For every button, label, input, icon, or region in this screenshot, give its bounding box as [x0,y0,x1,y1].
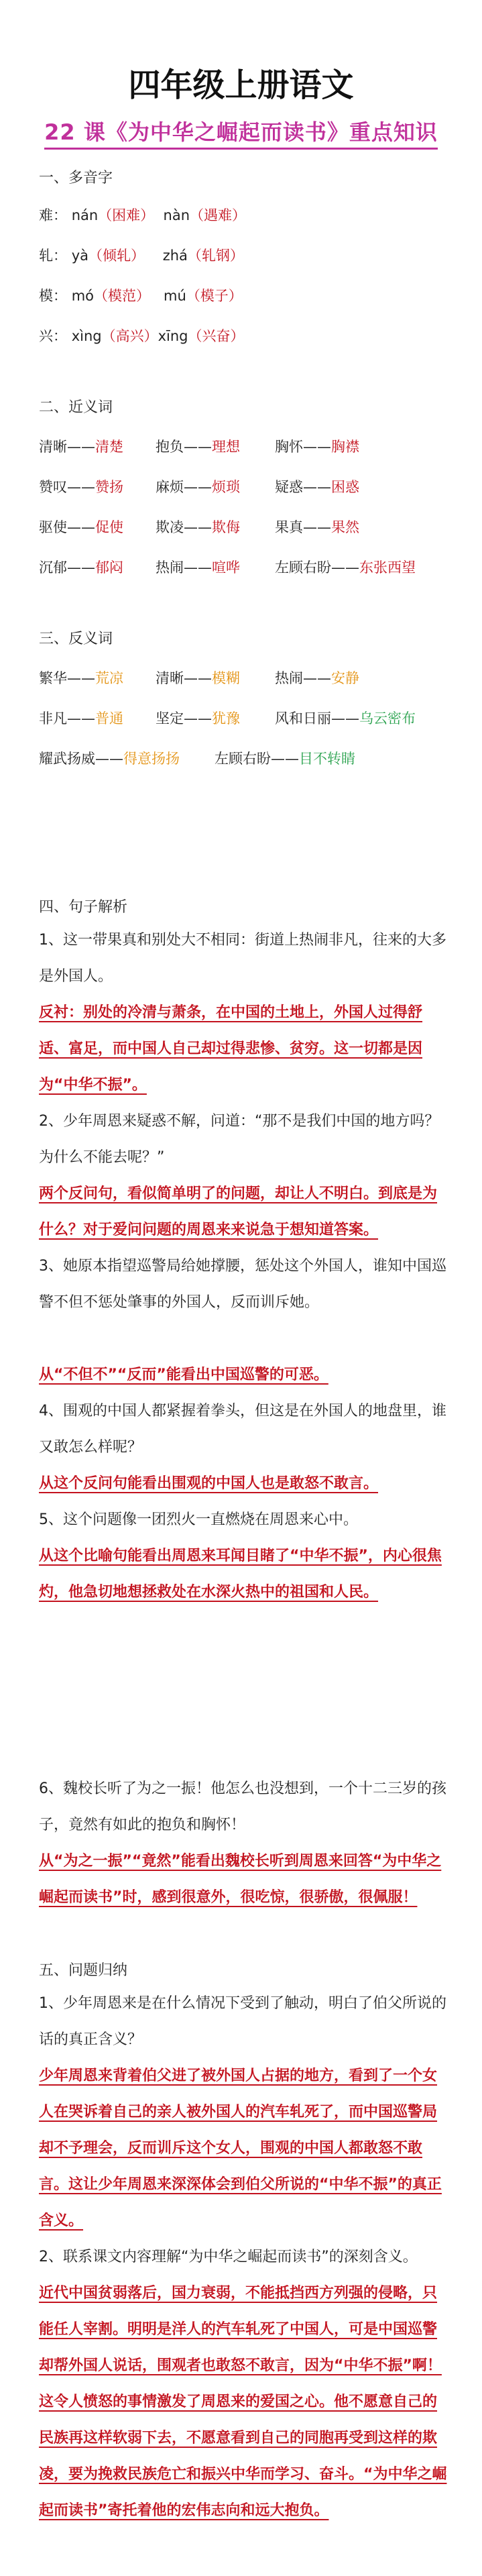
synonym-pair: 热闹——喧哗 [156,559,240,576]
summary-answer: 近代中国贫弱落后，国力衰弱，不能抵挡西方列强的侵略，只能任人宰割。明明是洋人的汽车轧死了中国人，可是中国巡警却帮外国人说话，围观者也敢怒不敢言，因为“中华不振”啊！这令人愤怒的事情激发了周恩来的爱国之心。他不愿意自己的民族再这样软弱下去，不愿意看到自己的同胞再受到这样的欺凌，要为挽救民族危亡和振兴中华而学习、奋斗。“为中华之崛起而读书”寄托着他的宏伟志向和远大抱负。 [39,2285,447,2519]
section-heading-summary: 五、问题归纳 [39,1962,128,1979]
antonym-pair: 清晰——模糊 [156,670,240,686]
section-heading-synonyms: 二、近义词 [39,399,113,416]
synonym-pair: 胸怀——胸襟 [275,439,359,455]
analysis-question: 5、这个问题像一团烈火一直燃烧在周恩来心中。 [39,1511,358,1528]
antonym-pair: 热闹——安静 [275,670,359,686]
synonym-pair: 疑惑——困惑 [275,479,359,495]
analysis-question: 4、围观的中国人都紧握着拳头，但这是在外国人的地盘里，谁又敢怎么样呢？ [39,1403,446,1456]
polyphone-row: 难： nán（困难） nàn（遇难） [39,207,247,223]
analysis-answer: 从“不但不”“反而”能看出中国巡警的可恶。 [39,1366,328,1383]
antonym-pair: 坚定——犹豫 [156,710,240,727]
summary-answer: 少年周恩来背着伯父进了被外国人占据的地方，看到了一个女人在哭诉着自己的亲人被外国人的汽车轧死了，而中国巡警局却不予理会，反而训斥这个女人，围观的中国人都敢怒不敢言。这让少年周恩来深深体会到伯父所说的“中华不振”的真正含义。 [39,2068,442,2229]
analysis-answer: 两个反问句，看似简单明了的问题，却让人不明白。到底是为什么？对于爱问问题的周恩来来说急于想知道答案。 [39,1185,438,1238]
synonym-pair: 驱使——促使 [39,519,123,535]
synonym-pair: 左顾右盼——东张西望 [275,559,416,576]
synonym-pair: 沉郁——郁闷 [39,559,123,576]
analysis-question: 3、她原本指望巡警局给她撑腰，惩处这个外国人，谁知中国巡警不但不惩处肇事的外国人，反而训斥她。 [39,1258,446,1311]
antonym-pair: 耀武扬威——得意扬扬 [39,751,180,767]
antonym-pair: 左顾右盼——目不转睛 [215,751,355,767]
synonym-pair: 欺凌——欺侮 [156,519,240,535]
antonym-pair: 繁华——荒凉 [39,670,123,686]
analysis-answer: 从“为之一振”“竟然”能看出魏校长听到周恩来回答“为中华之崛起而读书”时，感到很意外，很吃惊，很骄傲，很佩服！ [39,1853,442,1906]
page-title: 四年级上册语文 [128,66,354,104]
section-heading-polyphone: 一、多音字 [39,170,113,186]
synonym-pair: 果真——果然 [275,519,359,535]
synonym-pair: 清晰——清楚 [39,439,123,455]
synonym-pair: 麻烦——烦琐 [156,479,240,495]
polyphone-row: 模： mó（模范） mú（模子） [39,288,243,304]
analysis-question: 1、这一带果真和别处大不相同：街道上热闹非凡，往来的大多是外国人。 [39,932,446,985]
analysis-question: 2、少年周恩来疑惑不解，问道：“那不是我们中国的地方吗？为什么不能去呢？” [39,1113,440,1166]
lesson-subtitle [0,115,482,150]
analysis-answer: 反衬：别处的冷清与萧条，在中国的土地上，外国人过得舒适、富足，而中国人自己却过得悲惨、贫穷。这一切都是因为“中华不振”。 [39,1004,423,1093]
analysis-question: 6、魏校长听了为之一振！他怎么也没想到，一个十二三岁的孩子，竟然有如此的抱负和胸怀！ [39,1780,446,1833]
analysis-answer: 从这个反问句能看出围观的中国人也是敢怒不敢言。 [39,1475,379,1492]
synonym-pair: 赞叹——赞扬 [39,479,123,495]
polyphone-row: 兴： xìng（高兴）xīng（兴奋） [39,328,245,344]
analysis-answer: 从这个比喻句能看出周恩来耳闻目睹了“中华不振”，内心很焦灼，他急切地想拯救处在水深火热中的祖国和人民。 [39,1548,442,1601]
polyphone-row: 轧： yà（倾轧） zhá（轧钢） [39,248,244,264]
lesson-subtitle-text: 22 课《为中华之崛起而读书》重点知识 [44,115,438,150]
summary-question: 2、联系课文内容理解“为中华之崛起而读书”的深刻含义。 [39,2249,418,2265]
antonym-pair: 风和日丽——乌云密布 [275,710,416,727]
section-heading-antonyms: 三、反义词 [39,631,113,647]
antonym-pair: 非凡——普通 [39,710,123,727]
section-heading-analysis: 四、句子解析 [39,899,128,916]
summary-question: 1、少年周恩来是在什么情况下受到了触动，明白了伯父所说的话的真正含义？ [39,1995,446,2048]
synonym-pair: 抱负——理想 [156,439,240,455]
